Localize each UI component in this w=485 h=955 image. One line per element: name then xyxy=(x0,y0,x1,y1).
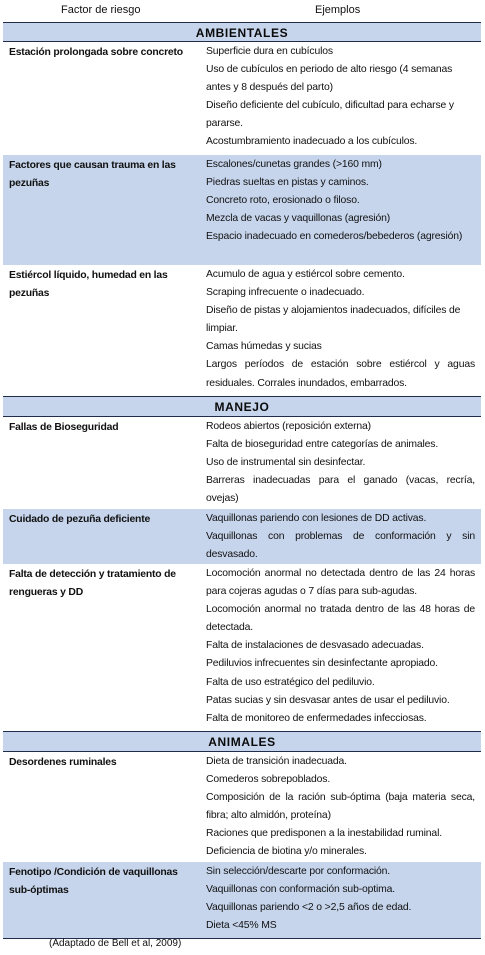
factor-cell: Factores que causan trauma en las pezuñas xyxy=(9,160,176,189)
section-ambientales: AMBIENTALES xyxy=(3,23,481,42)
example-item: Falta de bioseguridad entre categorías de animales. xyxy=(206,439,439,451)
risk-factor-table xyxy=(3,0,481,939)
table-header xyxy=(3,0,481,23)
factor-cell: Cuidado de pezuña deficiente xyxy=(9,514,151,525)
examples-cell xyxy=(202,42,481,155)
example-item: Superficie dura en cubículos xyxy=(206,46,333,57)
example-item: Acostumbramiento inadecuado a los cubículos. xyxy=(206,136,418,148)
example-item: Falta de instalaciones de desvasado adecuadas. xyxy=(206,640,424,652)
example-item: Diseño de pistas y alojamientos inadecuados, difíciles de limpiar. xyxy=(206,305,461,335)
factor-cell: Falta de detección y tratamiento de rengueras y DD xyxy=(9,569,176,598)
table-row xyxy=(3,752,481,862)
example-item: Piedras sueltas en pistas y caminos. xyxy=(206,177,369,189)
examples-cell xyxy=(202,155,481,265)
header-factor: Factor de riesgo xyxy=(61,4,141,16)
example-item: Locomoción anormal no detectada dentro de las 24 horas para cojeras agudas o 7 días para sub-agudas. xyxy=(206,568,475,598)
section-manejo: MANEJO xyxy=(3,397,481,417)
examples-cell xyxy=(202,417,481,509)
example-item: Vaquillonas con conformación sub-optima. xyxy=(206,884,396,896)
example-item: Locomoción anormal no tratada dentro de las 48 horas de detectada. xyxy=(206,604,475,634)
example-item: Vaquillonas con problemas de conformación y sin desvasado. xyxy=(206,531,475,561)
example-item: Deficiencia de biotina y/o minerales. xyxy=(206,846,367,858)
example-item: Escalones/cunetas grandes (>160 mm) xyxy=(206,159,382,170)
table-row xyxy=(3,417,481,509)
example-item: Concreto roto, erosionado o filoso. xyxy=(206,195,360,207)
example-item: Acumulo de agua y estiércol sobre cemento. xyxy=(206,269,405,280)
examples-cell xyxy=(202,564,481,731)
factor-cell: Estiércol líquido, humedad en las pezuñas xyxy=(9,270,168,299)
example-item: Dieta de transición inadecuada. xyxy=(206,756,347,767)
example-item: Dieta <45% MS xyxy=(206,920,277,932)
table-row xyxy=(3,155,481,265)
example-item: Patas sucias y sin desvasar antes de usar el pediluvio. xyxy=(206,694,450,706)
table-row xyxy=(3,42,481,155)
source-note: (Adaptado de Bell et al, 2009) xyxy=(49,938,182,949)
example-item: Camas húmedas y sucias xyxy=(206,341,322,353)
examples-cell xyxy=(202,752,481,862)
examples-cell xyxy=(202,862,481,938)
factor-cell: Fallas de Bioseguridad xyxy=(9,422,119,433)
example-item: Composición de la ración sub-óptima (baja materia seca, fibra; alto almidón, proteína) xyxy=(206,792,475,822)
factor-cell: Fenotipo /Condición de vaquillonas sub-óptimas xyxy=(9,867,178,896)
example-item: Diseño deficiente del cubículo, dificultad para echarse y pararse. xyxy=(206,100,454,130)
header-examples: Ejemplos xyxy=(315,4,361,16)
example-item: Pediluvios infrecuentes sin desinfectante apropiado. xyxy=(206,658,438,670)
examples-cell xyxy=(202,509,481,564)
example-item: Falta de monitoreo de enfermedades infecciosas. xyxy=(206,712,427,724)
example-item: Falta de uso estratégico del pediluvio. xyxy=(206,676,375,688)
examples-cell xyxy=(202,265,481,396)
example-item: Barreras inadecuadas para el ganado (vacas, recría, ovejas) xyxy=(206,475,475,505)
table-row xyxy=(3,265,481,397)
table-row xyxy=(3,509,481,564)
table-row xyxy=(3,862,481,939)
example-item: Sin selección/descarte por conformación. xyxy=(206,866,391,877)
example-item: Espacio inadecuado en comederos/bebederos (agresión) xyxy=(206,231,463,243)
example-item: Rodeos abiertos (reposición externa) xyxy=(206,421,371,432)
example-item: Vaquillonas pariendo con lesiones de DD activas. xyxy=(206,513,427,524)
example-item: Uso de instrumental sin desinfectar. xyxy=(206,457,366,469)
table-row xyxy=(3,564,481,732)
example-item: Uso de cubículos en periodo de alto riesgo (4 semanas antes y 8 después del parto) xyxy=(206,64,453,94)
example-item: Largos períodos de estación sobre estiércol y aguas residuales. Corrales inundados, embarrados. xyxy=(206,359,475,389)
example-item: Comederos sobrepoblados. xyxy=(206,774,331,786)
section-animales: ANIMALES xyxy=(3,732,481,752)
factor-cell: Desordenes ruminales xyxy=(9,757,117,768)
factor-cell: Estación prolongada sobre concreto xyxy=(9,47,183,58)
example-item: Scraping infrecuente o inadecuado. xyxy=(206,287,365,299)
example-item: Vaquillonas pariendo <2 o >2,5 años de edad. xyxy=(206,902,412,914)
example-item: Raciones que predisponen a la inestabilidad ruminal. xyxy=(206,828,442,840)
example-item: Mezcla de vacas y vaquillonas (agresión) xyxy=(206,213,391,225)
